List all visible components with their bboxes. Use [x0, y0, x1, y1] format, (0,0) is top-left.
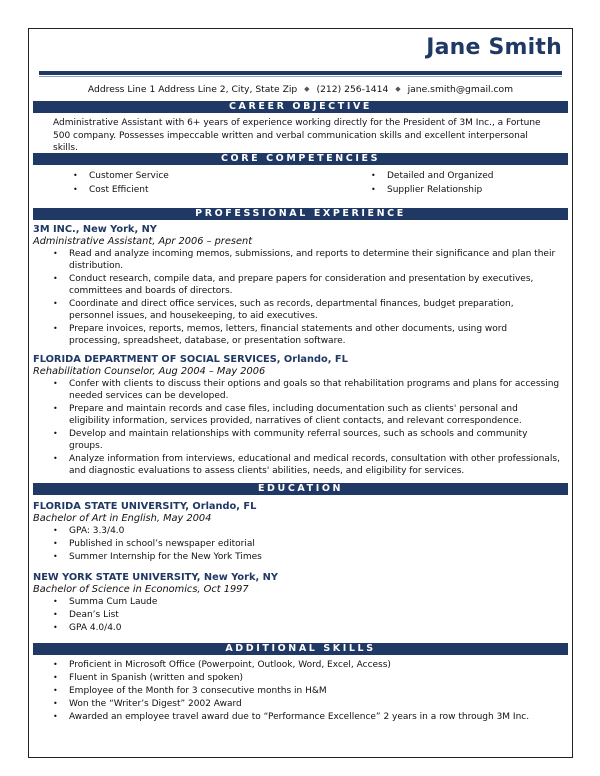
- section-header-additional-skills: ADDITIONAL SKILLS: [33, 643, 568, 655]
- employer-name: FLORIDA DEPARTMENT OF SOCIAL SERVICES, Orlando, FL: [33, 354, 348, 365]
- resume-page: [28, 28, 573, 758]
- email-text: jane.smith@gmail.com: [407, 84, 514, 95]
- list-item: • Conduct research, compile data, and prepare papers for consideration and presentation by executives, committees and boards of directors.: [33, 273, 560, 297]
- competencies-list: [53, 169, 552, 199]
- section-header-career-objective: CAREER OBJECTIVE: [33, 101, 568, 113]
- education-entry: [33, 571, 560, 635]
- competencies-right-column: [351, 169, 591, 197]
- list-item: • Read and analyze incoming memos, submissions, and reports to determine their significance and plan their distribution.: [33, 248, 560, 272]
- header-rule-thin: [39, 76, 562, 77]
- job-title: Rehabilitation Counselor, Aug 2004 – May 2006: [33, 366, 266, 377]
- list-item: • Won the “Writer’s Digest” 2002 Award: [33, 698, 560, 710]
- list-item: • Summa Cum Laude: [33, 596, 560, 608]
- list-item: • GPA 4.0/4.0: [33, 622, 560, 634]
- school-name: FLORIDA STATE UNIVERSITY, Orlando, FL: [33, 501, 257, 512]
- list-item: • Proficient in Microsoft Office (Powerpoint, Outlook, Word, Excel, Access): [33, 659, 560, 671]
- skills-list: [33, 659, 560, 724]
- list-item: • GPA: 3.3/4.0: [33, 525, 560, 537]
- candidate-name: Jane Smith: [426, 35, 562, 60]
- experience-entry: [33, 353, 560, 478]
- job-title: Administrative Assistant, Apr 2006 – present: [33, 236, 253, 247]
- phone-text: (212) 256-1414: [316, 84, 389, 95]
- section-header-education: EDUCATION: [33, 483, 568, 495]
- employer-name: 3M INC., New York, NY: [33, 224, 157, 235]
- education-entry: [33, 500, 560, 564]
- section-header-professional-experience: PROFESSIONAL EXPERIENCE: [33, 208, 568, 220]
- contact-line: [29, 84, 572, 95]
- header-rule: [39, 71, 562, 75]
- list-item: • Prepare and maintain records and case files, including documentation such as clients' personal and eligibility information, services provided, narratives of client contacts, and relevant correspondence.: [33, 403, 560, 427]
- competencies-left-column: [53, 169, 293, 197]
- section-header-core-competencies: CORE COMPETENCIES: [33, 153, 568, 165]
- list-item: • Prepare invoices, reports, memos, letters, financial statements and other documents, using word processing, spreadsheet, database, or presentation software.: [33, 323, 560, 347]
- degree-title: Bachelor of Art in English, May 2004: [33, 513, 212, 524]
- list-item: • Confer with clients to discuss their options and goals so that rehabilitation programs and plans for accessing needed services can be developed.: [33, 378, 560, 402]
- list-item: • Fluent in Spanish (written and spoken): [33, 672, 560, 684]
- degree-title: Bachelor of Science in Economics, Oct 1997: [33, 584, 249, 595]
- list-item: • Analyze information from interviews, educational and medical records, consultation with other professionals, and diagnostic evaluations to assess clients' abilities, needs, and eligibility for services.: [33, 453, 560, 477]
- competency-item: • Cost Efficient: [53, 183, 293, 197]
- list-item: • Dean’s List: [33, 609, 560, 621]
- career-objective-text: Administrative Assistant with 6+ years of experience working directly for the President of 3M Inc., a Fortune 500 company. Possesses impeccable written and verbal communication skills and excellent interpersonal skills.: [53, 118, 541, 153]
- list-item: • Coordinate and direct office services, such as records, departmental finances, budget preparation, personnel issues, and housekeeping, to aid executives.: [33, 298, 560, 322]
- list-item: • Develop and maintain relationships with community referral sources, such as schools and community groups.: [33, 428, 560, 452]
- separator-diamond-icon: ◆: [304, 85, 310, 93]
- list-item: • Employee of the Month for 3 consecutive months in H&M: [33, 685, 560, 697]
- list-item: • Summer Internship for the New York Times: [33, 551, 560, 563]
- competency-item: • Customer Service: [53, 169, 293, 183]
- competency-item: • Detailed and Organized: [351, 169, 591, 183]
- separator-diamond-icon: ◆: [395, 85, 401, 93]
- competency-item: • Supplier Relationship: [351, 183, 591, 197]
- school-name: NEW YORK STATE UNIVERSITY, New York, NY: [33, 572, 278, 583]
- address-text: Address Line 1 Address Line 2, City, State Zip: [87, 84, 298, 95]
- list-item: • Published in school’s newspaper editorial: [33, 538, 560, 550]
- list-item: • Awarded an employee travel award due to “Performance Excellence” 2 years in a row through 3M Inc.: [33, 711, 560, 723]
- experience-entry: [33, 223, 560, 348]
